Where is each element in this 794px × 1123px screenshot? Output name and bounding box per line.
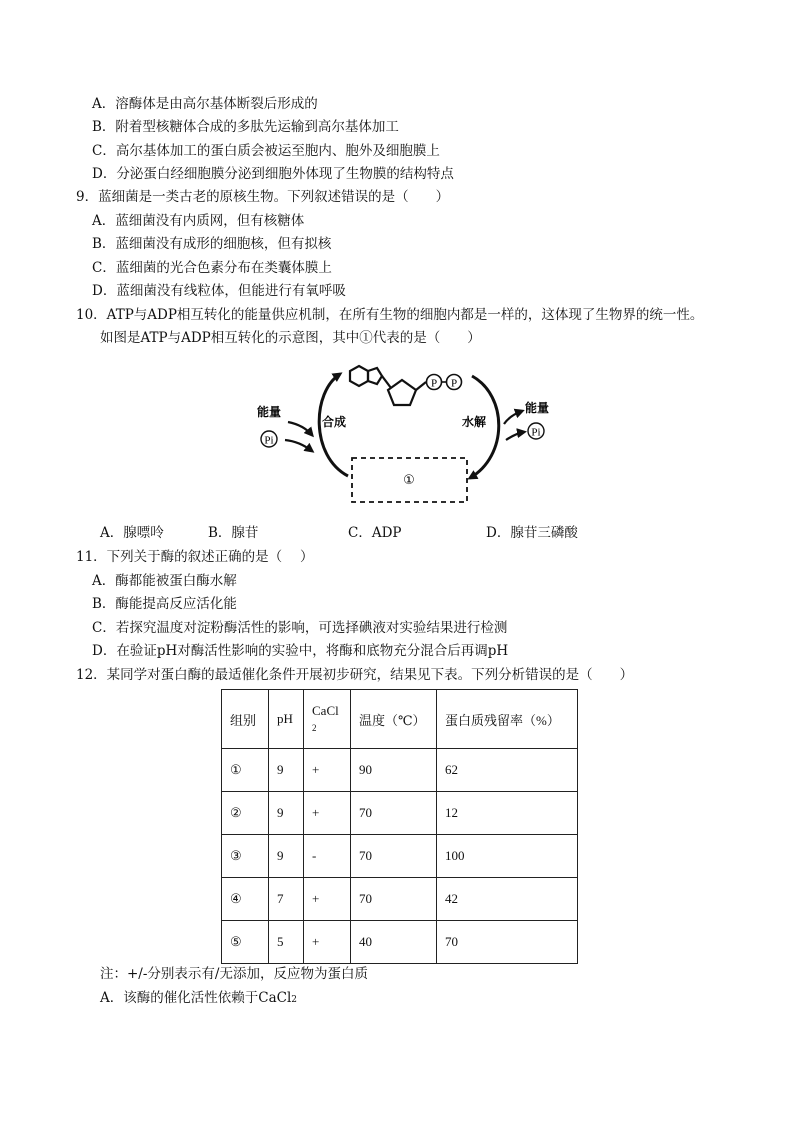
cell-residue: 70 (437, 921, 578, 964)
table-row (222, 835, 578, 878)
header-temperature: 温度（℃） (351, 690, 437, 749)
energy-input-arrow (288, 422, 312, 435)
cell-group: ③ (222, 835, 269, 878)
pi-output-label: Pi (531, 426, 541, 439)
q9-option-b: B．蓝细菌没有成形的细胞核，但有拟核 (92, 236, 332, 252)
q8-option-c: C．高尔基体加工的蛋白质会被运至胞内、胞外及细胞膜上 (92, 143, 440, 159)
cell-ph: 5 (269, 921, 304, 964)
cell-temperature: 70 (351, 878, 437, 921)
header-group: 组别 (222, 690, 269, 749)
phosphate-label-1: P (430, 377, 438, 390)
pi-output-arrow (506, 432, 524, 440)
q12-option-a (100, 989, 297, 1009)
q10-option-a: A．腺嘌呤 (100, 525, 164, 541)
q12-option-a-text: A．该酶的催化活性依赖于CaCl (100, 990, 292, 1006)
q8-option-a: A．溶酶体是由高尔基体断裂后形成的 (92, 96, 318, 112)
hydrolysis-label: 水解 (462, 415, 487, 429)
table-header-row (222, 690, 578, 749)
cell-residue: 62 (437, 749, 578, 792)
table-row (222, 921, 578, 964)
q10-option-d: D．腺苷三磷酸 (486, 525, 578, 541)
header-protein-residue: 蛋白质残留率（%） (437, 690, 578, 749)
q8-option-b: B．附着型核糖体合成的多肽先运输到高尔基体加工 (92, 119, 399, 135)
cell-group: ② (222, 792, 269, 835)
table-row (222, 878, 578, 921)
phosphate-bond (416, 382, 426, 390)
header-cacl2 (304, 690, 351, 749)
cell-group: ⑤ (222, 921, 269, 964)
enzyme-results-table (221, 689, 578, 964)
cell-group: ④ (222, 878, 269, 921)
cell-residue: 100 (437, 835, 578, 878)
cell-cacl2: + (304, 792, 351, 835)
q12-table-note: 注：+/-分别表示有/无添加，反应物为蛋白质 (100, 966, 368, 982)
cell-temperature: 90 (351, 749, 437, 792)
bond-line (382, 376, 391, 388)
ribose-pentagon (388, 380, 416, 405)
pi-input-label: Pi (264, 434, 274, 447)
cell-ph: 9 (269, 835, 304, 878)
q9-option-d: D．蓝细菌没有线粒体，但能进行有氧呼吸 (92, 283, 346, 299)
cell-cacl2: + (304, 749, 351, 792)
cell-temperature: 70 (351, 835, 437, 878)
q10-option-b: B．腺苷 (208, 525, 259, 541)
q9-option-a: A．蓝细菌没有内质网，但有核糖体 (92, 213, 305, 229)
cell-temperature: 40 (351, 921, 437, 964)
q12-option-a-subscript: 2 (291, 995, 298, 1005)
q9-stem: 9．蓝细菌是一类古老的原核生物。下列叙述错误的是（ ） (76, 189, 450, 205)
q12-stem: 12．某同学对蛋白酶的最适催化条件开展初步研究，结果见下表。下列分析错误的是（ ） (76, 667, 634, 683)
q11-option-c: C．若探究温度对淀粉酶活性的影响，可选择碘液对实验结果进行检测 (92, 620, 508, 636)
cell-cacl2: + (304, 921, 351, 964)
q11-option-b: B．酶能提高反应活化能 (92, 596, 237, 612)
energy-output-arrow (504, 411, 522, 424)
cell-group: ① (222, 749, 269, 792)
atp-adp-cycle-diagram (240, 352, 570, 512)
pi-input-arrow (285, 440, 312, 451)
cell-temperature: 70 (351, 792, 437, 835)
q10-stem-line1: 10．ATP与ADP相互转化的能量供应机制，在所有生物的细胞内都是一样的，这体现了生物界的统一性。 (76, 307, 704, 323)
table-row (222, 749, 578, 792)
phosphate-label-2: P (450, 377, 458, 390)
header-cacl2-subscript: 2 (312, 722, 317, 733)
q10-option-c: C．ADP (348, 525, 402, 541)
cell-cacl2: + (304, 878, 351, 921)
q9-option-c: C．蓝细菌的光合色素分布在类囊体膜上 (92, 260, 332, 276)
energy-output-label: 能量 (525, 401, 550, 415)
cell-ph: 9 (269, 792, 304, 835)
q11-option-a: A．酶都能被蛋白酶水解 (92, 573, 237, 589)
cell-ph: 7 (269, 878, 304, 921)
unknown-molecule-label: ① (403, 473, 415, 488)
header-cacl2-main: CaCl (312, 702, 339, 718)
q11-stem: 11．下列关于酶的叙述正确的是（ ） (76, 549, 314, 565)
header-ph: pH (269, 690, 304, 749)
q10-stem-line2: 如图是ATP与ADP相互转化的示意图，其中①代表的是（ ） (100, 330, 481, 346)
cell-residue: 12 (437, 792, 578, 835)
cell-cacl2: - (304, 835, 351, 878)
q11-option-d: D．在验证pH对酶活性影响的实验中，将酶和底物充分混合后再调pH (92, 643, 509, 659)
synthesis-label: 合成 (322, 415, 347, 429)
cell-ph: 9 (269, 749, 304, 792)
energy-input-label: 能量 (257, 405, 282, 419)
table-row (222, 792, 578, 835)
adenine-structure (350, 366, 382, 386)
cell-residue: 42 (437, 878, 578, 921)
q8-option-d: D．分泌蛋白经细胞膜分泌到细胞外体现了生物膜的结构特点 (92, 166, 454, 182)
